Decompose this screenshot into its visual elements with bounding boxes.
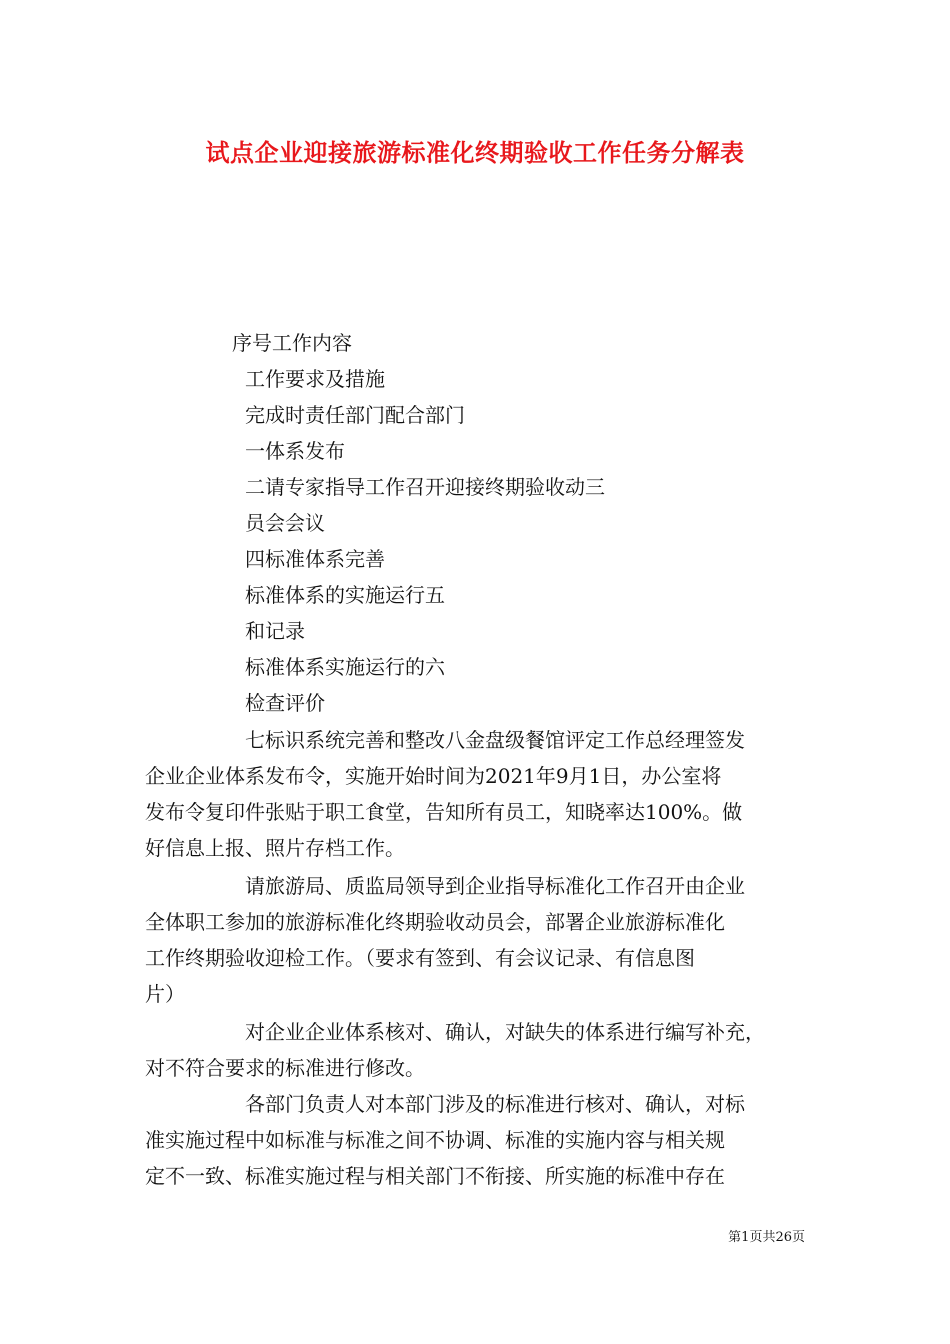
paragraph-1: [145, 722, 813, 866]
paragraph-line: 工作终期验收迎检工作。（要求有签到、有会议记录、有信息图: [145, 946, 695, 970]
list-line: 和记录: [245, 619, 305, 643]
paragraph-line: 对不符合要求的标准进行修改。: [145, 1056, 425, 1080]
paragraph-line: 准实施过程中如标准与标准之间不协调、标准的实施内容与相关规: [145, 1128, 725, 1152]
page-number-footer: 第1页共26页: [728, 1230, 805, 1245]
paragraph-line: 全体职工参加的旅游标准化终期验收动员会，部署企业旅游标准化: [145, 910, 725, 934]
paragraph-line: 七标识系统完善和整改八金盘级餐馆评定工作总经理签发: [245, 728, 745, 752]
paragraph-line: 好信息上报、照片存档工作。: [145, 836, 405, 860]
paragraph-line: 各部门负责人对本部门涉及的标准进行核对、确认，对标: [245, 1092, 745, 1116]
list-line: 四标准体系完善: [245, 547, 385, 571]
paragraph-line: 对企业企业体系核对、确认，对缺失的体系进行编写补充，: [245, 1020, 765, 1044]
paragraph-line: 请旅游局、质监局领导到企业指导标准化工作召开由企业: [245, 874, 745, 898]
paragraph-line: 片）: [145, 982, 185, 1006]
paragraph-3: [145, 1014, 813, 1086]
paragraph-4: [145, 1086, 813, 1194]
list-line: 员会会议: [245, 511, 325, 535]
document-title: 试点企业迎接旅游标准化终期验收工作任务分解表: [205, 138, 745, 167]
list-line: 标准体系的实施运行五: [245, 583, 445, 607]
paragraph-line: 企业企业体系发布令，实施开始时间为2021年9月1日，办公室将: [145, 764, 722, 788]
table-header-list: [232, 325, 605, 721]
list-line: 完成时责任部门配合部门: [245, 403, 465, 427]
list-line: 一体系发布: [245, 439, 345, 463]
list-line: 工作要求及措施: [245, 367, 385, 391]
list-line: 标准体系实施运行的六: [245, 655, 445, 679]
paragraph-2: [145, 868, 813, 1012]
list-line: 二请专家指导工作召开迎接终期验收动三: [245, 475, 605, 499]
list-line: 序号工作内容: [232, 331, 352, 355]
list-line: 检查评价: [245, 691, 325, 715]
paragraph-line: 定不一致、标准实施过程与相关部门不衔接、所实施的标准中存在: [145, 1164, 725, 1188]
paragraph-line: 发布令复印件张贴于职工食堂，告知所有员工，知晓率达100%。做: [145, 800, 743, 824]
